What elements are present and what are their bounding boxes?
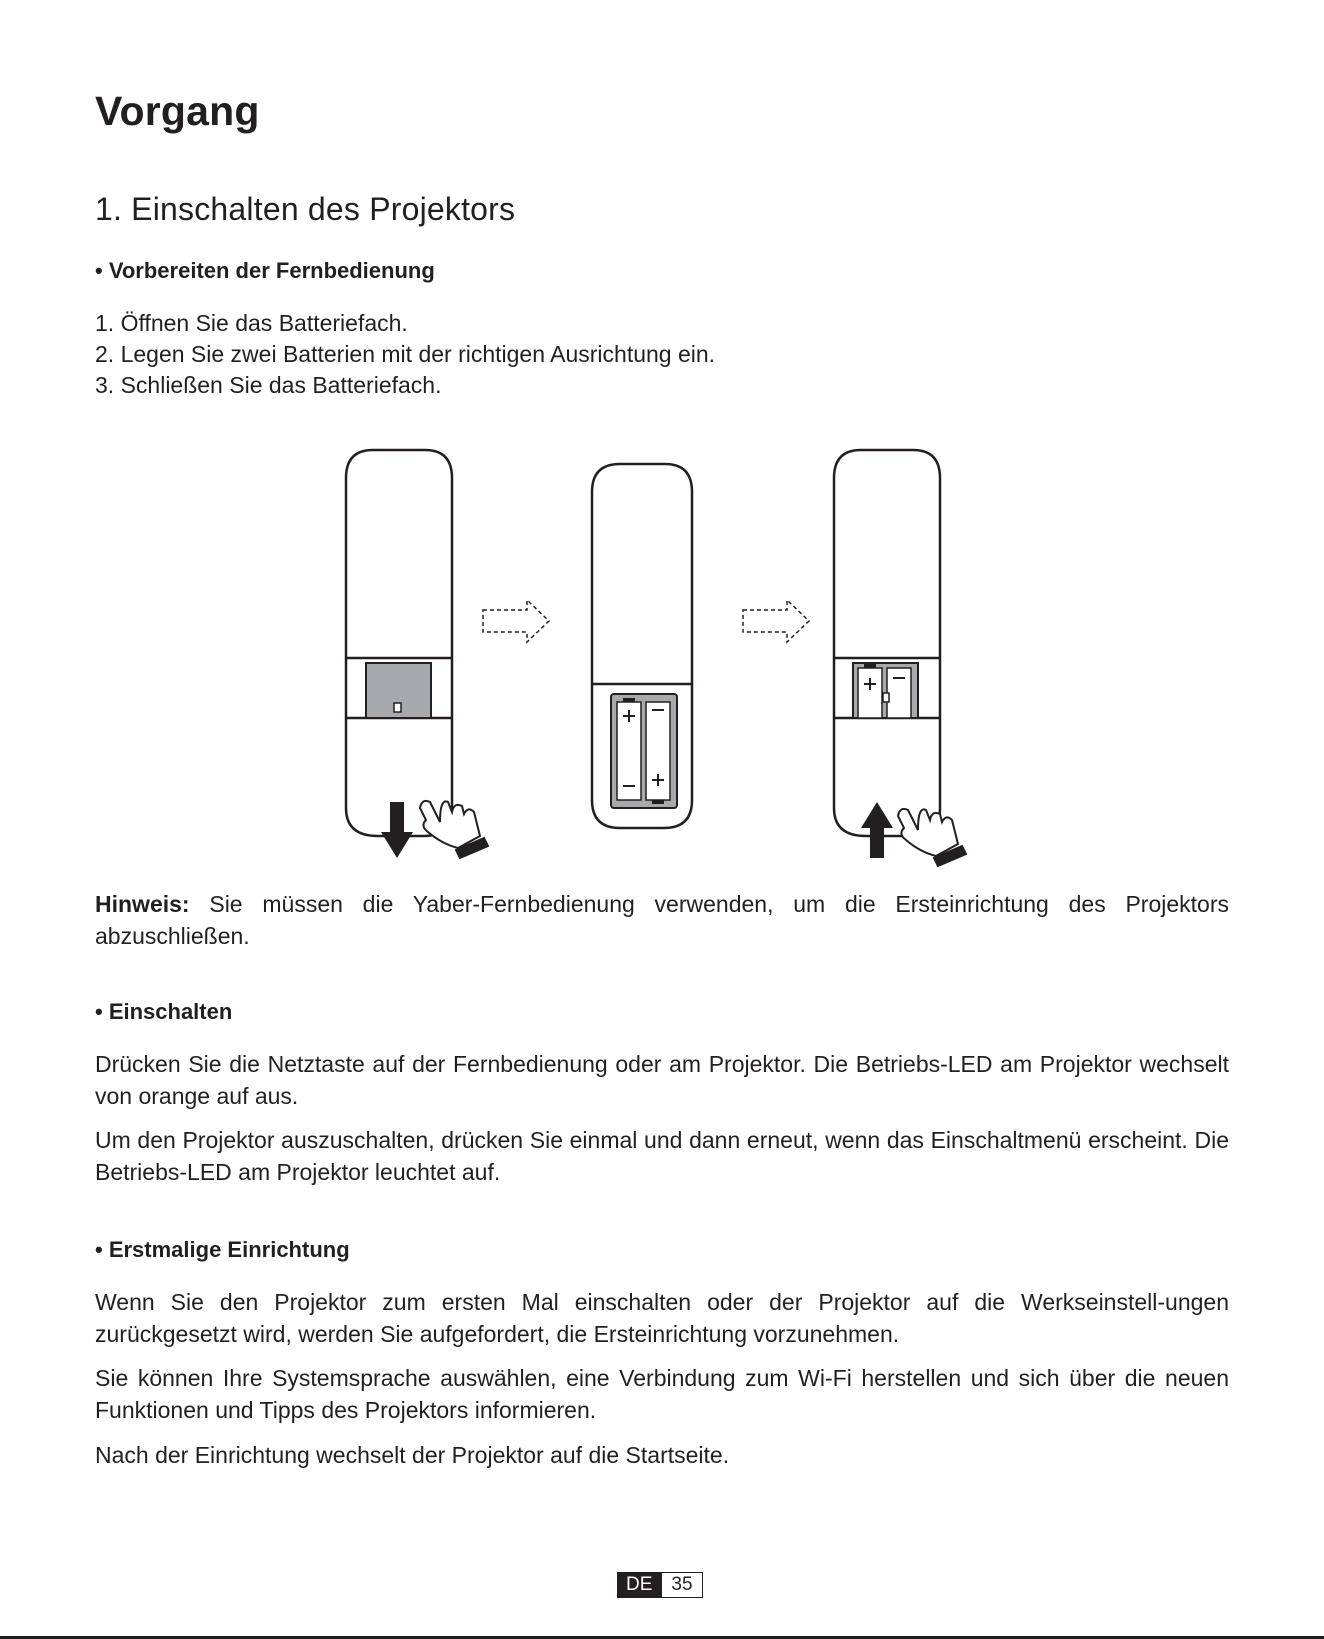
step-item: 3. Schließen Sie das Batteriefach. — [95, 372, 442, 398]
setup-heading: • Erstmalige Einrichtung — [95, 1237, 350, 1262]
remote-batteries-icon — [592, 464, 692, 828]
setup-paragraph-1: Wenn Sie den Projektor zum ersten Mal einschalten oder der Projektor auf die Werkseinstell-ungen zurückgesetzt wird, werden Sie aufgefordert, die Ersteinrichtung vorzunehmen. — [95, 1289, 1229, 1347]
step-item: 1. Öffnen Sie das Batteriefach. — [95, 310, 408, 336]
page-footer — [617, 1572, 703, 1598]
steps-list — [95, 308, 715, 401]
remote-heading: • Vorbereiten der Fernbedienung — [95, 258, 435, 283]
battery-illustration — [330, 440, 1010, 870]
remote-close-icon — [834, 450, 940, 836]
power-paragraph-1: Drücken Sie die Netztaste auf der Fernbedienung oder am Projektor. Die Betriebs-LED am Projektor wechselt von orange auf aus. — [95, 1051, 1229, 1109]
hint-text: Sie müssen die Yaber-Fernbedienung verwenden, um die Ersteinrichtung des Projektors abzuschließen. — [95, 891, 1229, 949]
power-paragraph-2: Um den Projektor auszuschalten, drücken Sie einmal und dann erneut, wenn das Einschaltmenü erscheint. Die Betriebs-LED am Projektor leuchtet auf. — [95, 1127, 1229, 1185]
step-item: 2. Legen Sie zwei Batterien mit der richtigen Ausrichtung ein. — [95, 341, 716, 367]
dashed-arrow-icon — [483, 600, 549, 642]
setup-paragraph-2: Sie können Ihre Systemsprache auswählen, eine Verbindung zum Wi-Fi herstellen und sich über die neuen Funktionen und Tipps des Projektors informieren. — [95, 1365, 1229, 1423]
remote-open-icon — [346, 450, 452, 836]
hint-label: Hinweis: — [95, 891, 190, 917]
dashed-arrow-icon — [743, 600, 809, 642]
setup-paragraph-3: Nach der Einrichtung wechselt der Projektor auf die Startseite. — [95, 1442, 730, 1468]
hand-icon — [420, 801, 488, 858]
language-badge: DE — [617, 1572, 661, 1598]
hint-paragraph — [95, 888, 1229, 952]
page-number: 35 — [661, 1572, 702, 1598]
hand-icon — [898, 809, 966, 866]
section-title: 1. Einschalten des Projektors — [95, 191, 516, 227]
page-title: Vorgang — [95, 88, 260, 134]
power-heading: • Einschalten — [95, 999, 233, 1024]
